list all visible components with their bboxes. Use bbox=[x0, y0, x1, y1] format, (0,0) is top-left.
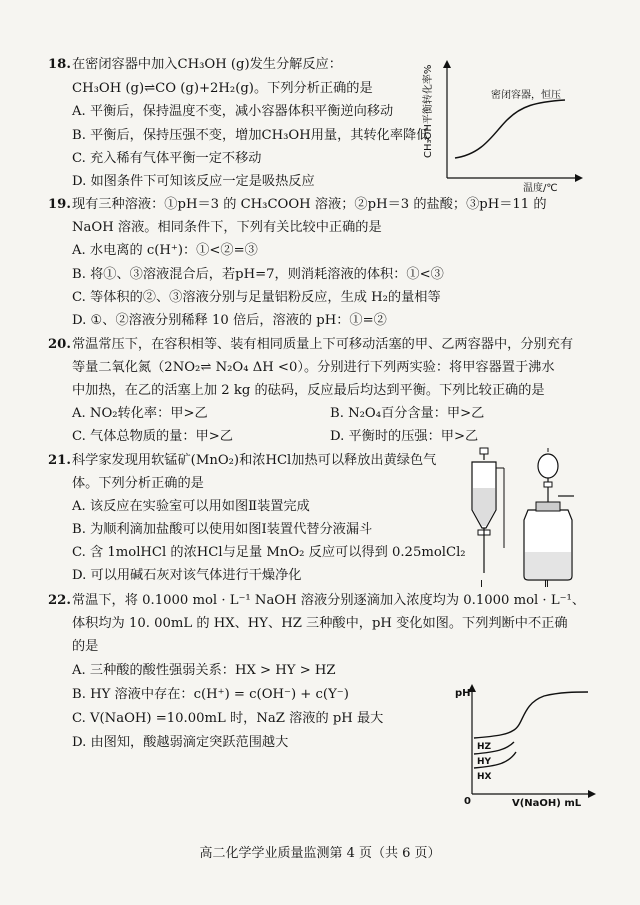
q19-stem-2: NaOH 溶液。相同条件下，下列有关比较中正确的是 bbox=[72, 220, 382, 235]
q18-number: 18. bbox=[48, 57, 71, 72]
q22-ylabel: pH bbox=[455, 688, 471, 699]
q21-stem-2: 体。下列分析正确的是 bbox=[72, 476, 204, 491]
q20-stem-2: 等量二氧化氮（2NO₂⇌ N₂O₄ ΔH <0）。分别进行下列两实验：将甲容器置于沸水 bbox=[72, 360, 555, 375]
q22-stem-2: 体积均为 10. 00mL 的 HX、HY、HZ 三种酸中，pH 变化如图。下列判断中不正确 bbox=[72, 616, 568, 631]
q18-stem-1: 在密闭容器中加入CH₃OH (g)发生分解反应： bbox=[72, 57, 342, 72]
q19-option-a[interactable]: A. 水电离的 c(H⁺)：①<②=③ bbox=[72, 243, 258, 258]
q18-option-a[interactable]: A. 平衡后，保持温度不变，减小容器体积平衡逆向移动 bbox=[72, 104, 394, 119]
q21-option-a[interactable]: A. 该反应在实验室可以用如图Ⅱ装置完成 bbox=[72, 499, 310, 514]
apparatus-2-label: Ⅱ bbox=[544, 579, 549, 590]
q19-option-b[interactable]: B. 将①、③溶液混合后，若pH=7，则消耗溶液的体积：①<③ bbox=[72, 267, 444, 282]
q22-xlabel: V(NaOH) mL bbox=[512, 798, 582, 809]
q22-stem-3: 的是 bbox=[72, 639, 99, 654]
q21-number: 21. bbox=[48, 453, 71, 468]
q21-stem-1: 科学家发现用软锰矿(MnO₂)和浓HCl加热可以释放出黄绿色气 bbox=[72, 453, 437, 468]
q20-option-d[interactable]: D. 平衡时的压强：甲>乙 bbox=[330, 429, 479, 444]
q19-stem-1: 现有三种溶液：①pH＝3 的 CH₃COOH 溶液；②pH＝3 的盐酸；③pH＝11 的 bbox=[72, 197, 547, 212]
q18-option-b[interactable]: B. 平衡后，保持压强不变，增加CH₃OH用量，其转化率降低 bbox=[72, 128, 430, 143]
q22-option-a[interactable]: A. 三种酸的酸性强弱关系：HX > HY > HZ bbox=[72, 663, 336, 678]
q19-number: 19. bbox=[48, 197, 71, 212]
q19-option-d[interactable]: D. ①、②溶液分别稀释 10 倍后，溶液的 pH：①=② bbox=[72, 313, 387, 328]
q18-stem-2: CH₃OH (g)⇌CO (g)+2H₂(g)。下列分析正确的是 bbox=[72, 81, 373, 96]
q20-option-a[interactable]: A. NO₂转化率：甲>乙 bbox=[72, 406, 208, 421]
q18-option-d[interactable]: D. 如图条件下可知该反应一定是吸热反应 bbox=[72, 174, 315, 189]
q22-option-c[interactable]: C. V(NaOH) =10.00mL 时，NaZ 溶液的 pH 最大 bbox=[72, 711, 384, 726]
q22-label-hy: HY bbox=[477, 757, 492, 767]
q22-titration-graph bbox=[450, 682, 600, 812]
q18-conversion-graph bbox=[425, 58, 585, 193]
q22-label-hz: HZ bbox=[477, 742, 492, 752]
q19-option-c[interactable]: C. 等体积的②、③溶液分别与足量铝粉反应，生成 H₂的量相等 bbox=[72, 290, 441, 305]
q21-option-b[interactable]: B. 为顺利滴加盐酸可以使用如图Ⅰ装置代替分液漏斗 bbox=[72, 522, 373, 537]
q21-option-c[interactable]: C. 含 1molHCl 的浓HCl与足量 MnO₂ 反应可以得到 0.25molCl₂ bbox=[72, 545, 466, 560]
q18-note: 密闭容器，恒压 bbox=[491, 90, 561, 101]
q20-option-b[interactable]: B. N₂O₄百分含量：甲>乙 bbox=[330, 406, 485, 421]
q22-option-b[interactable]: B. HY 溶液中存在：c(H⁺) = c(OH⁻) + c(Y⁻) bbox=[72, 687, 349, 702]
q18-curve bbox=[455, 100, 565, 158]
q22-option-d[interactable]: D. 由图知，酸越弱滴定突跃范围越大 bbox=[72, 735, 289, 750]
q20-number: 20. bbox=[48, 337, 71, 352]
page-footer: 高二化学学业质量监测第 4 页（共 6 页） bbox=[199, 846, 441, 861]
q18-ylabel: CH₃OH平衡转化率% bbox=[423, 64, 434, 158]
q22-origin: 0 bbox=[464, 796, 471, 807]
apparatus-2-flask bbox=[524, 448, 574, 580]
q20-stem-3: 中加热，在乙的活塞上加 2 kg 的砝码，反应最后均达到平衡。下列比较正确的是 bbox=[72, 383, 545, 398]
q20-option-c[interactable]: C. 气体总物质的量：甲>乙 bbox=[72, 429, 233, 444]
q22-number: 22. bbox=[48, 593, 71, 608]
apparatus-1-label: Ⅰ bbox=[480, 579, 483, 590]
q20-stem-1: 常温常压下，在容积相等、装有相同质量上下可移动活塞的甲、乙两容器中，分别充有 bbox=[72, 337, 574, 352]
q21-apparatus-figure bbox=[462, 448, 592, 588]
q22-stem-1: 常温下，将 0.1000 mol · L⁻¹ NaOH 溶液分别逐滴加入浓度均为 0.1000 mol · L⁻¹、 bbox=[72, 593, 586, 608]
q22-label-hx: HX bbox=[477, 772, 492, 782]
q18-option-c[interactable]: C. 充入稀有气体平衡一定不移动 bbox=[72, 151, 262, 166]
q22-curve-hz bbox=[474, 692, 588, 738]
q18-xlabel: 温度/℃ bbox=[523, 183, 558, 194]
q21-option-d[interactable]: D. 可以用碱石灰对该气体进行干燥净化 bbox=[72, 568, 302, 583]
apparatus-1-funnel bbox=[472, 448, 504, 573]
